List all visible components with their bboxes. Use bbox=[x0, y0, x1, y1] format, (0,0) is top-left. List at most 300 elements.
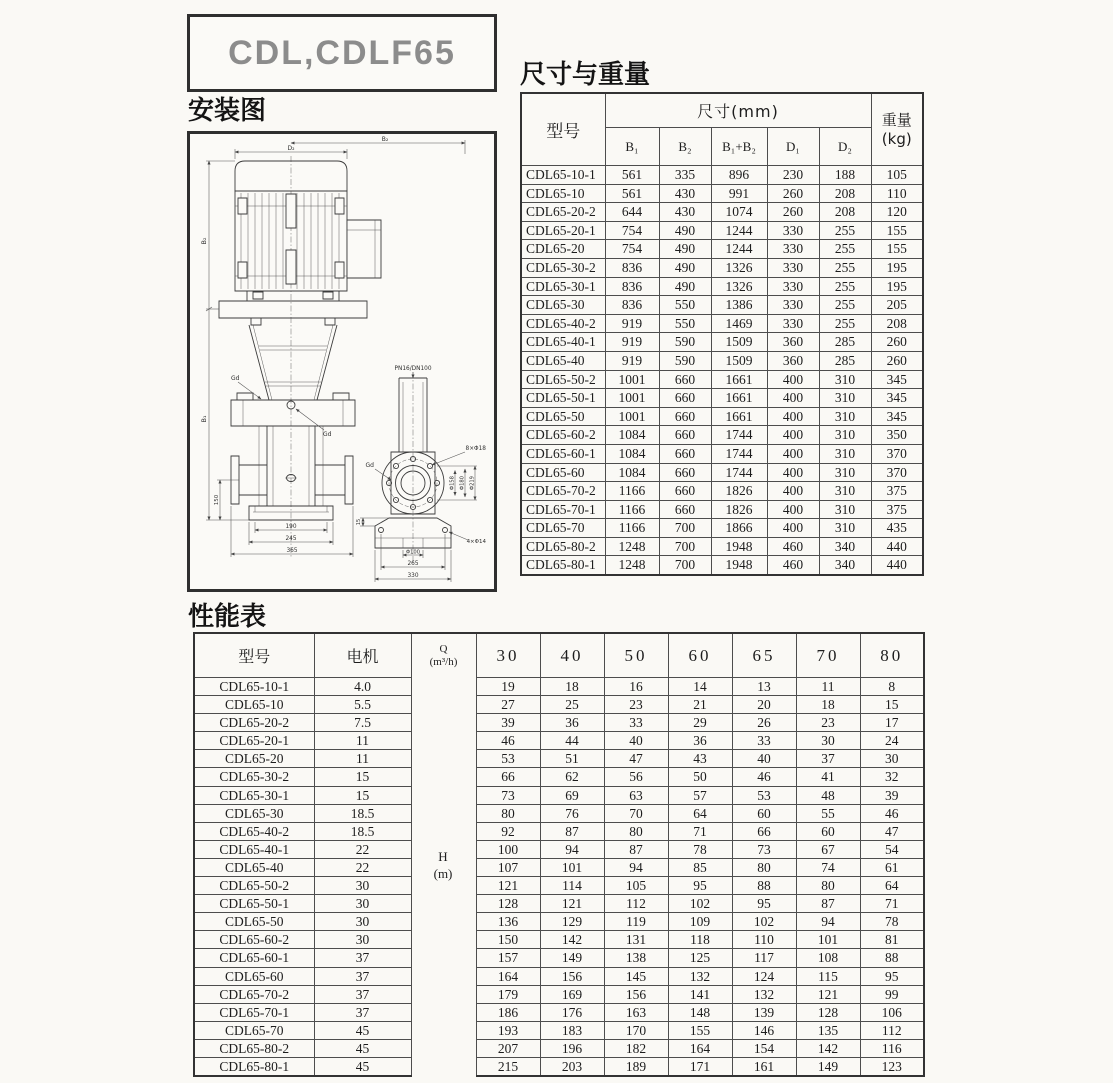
perf-cell-h40: 176 bbox=[540, 1003, 604, 1021]
perf-cell-h65: 139 bbox=[732, 1003, 796, 1021]
perf-cell-h80: 24 bbox=[860, 732, 924, 750]
perf-cell-h65: 124 bbox=[732, 967, 796, 985]
dim-table-row bbox=[521, 203, 923, 222]
dim-cell-d2: 208 bbox=[819, 203, 871, 222]
perf-cell-h70: 87 bbox=[796, 895, 860, 913]
perf-cell-h60: 36 bbox=[668, 732, 732, 750]
dim-cell-d1: 400 bbox=[767, 444, 819, 463]
dim-table-row bbox=[521, 407, 923, 426]
dim-cell-d1: 330 bbox=[767, 258, 819, 277]
perf-cell-h80: 61 bbox=[860, 858, 924, 876]
perf-cell-h60: 85 bbox=[668, 858, 732, 876]
label-flange-spec: PN16/DN100 bbox=[394, 366, 432, 372]
perf-cell-head-column bbox=[411, 967, 476, 985]
dim-cell-d1: 400 bbox=[767, 482, 819, 501]
perf-cell-model: CDL65-10-1 bbox=[194, 678, 314, 696]
dim-cell-weight: 155 bbox=[871, 221, 923, 240]
dim-cell-d1: 460 bbox=[767, 556, 819, 575]
perf-cell-h60: 71 bbox=[668, 822, 732, 840]
perf-cell-head-column bbox=[411, 678, 476, 696]
perf-cell-h40: 121 bbox=[540, 895, 604, 913]
dim-col-d2: D₂ bbox=[819, 128, 871, 166]
dim-cell-d1: 460 bbox=[767, 537, 819, 556]
dim-cell-model: CDL65-10-1 bbox=[521, 166, 605, 185]
perf-cell-h60: 78 bbox=[668, 840, 732, 858]
dim-cell-d1: 260 bbox=[767, 184, 819, 203]
dim-cell-b1: 1166 bbox=[605, 500, 659, 519]
dim-cell-b1b2: 896 bbox=[711, 166, 767, 185]
perf-cell-head-column bbox=[411, 732, 476, 750]
dim-table-row bbox=[521, 370, 923, 389]
dim-cell-b1: 1084 bbox=[605, 426, 659, 445]
dim-table-row bbox=[521, 240, 923, 259]
perf-cell-h70: 74 bbox=[796, 858, 860, 876]
perf-cell-head-column bbox=[411, 985, 476, 1003]
dim-cell-b2: 590 bbox=[659, 351, 711, 370]
dim-col-weight-unit: (kg) bbox=[881, 129, 912, 148]
dim-cell-b1b2: 1826 bbox=[711, 482, 767, 501]
installation-heading: 安装图 bbox=[188, 96, 267, 126]
perf-cell-model: CDL65-50-1 bbox=[194, 895, 314, 913]
pump-installation-drawing bbox=[193, 134, 491, 583]
perf-table-row bbox=[194, 985, 924, 1003]
perf-col-flow bbox=[411, 633, 476, 678]
perf-table-row bbox=[194, 967, 924, 985]
dim-col-b2: B₂ bbox=[659, 128, 711, 166]
perf-cell-h40: 101 bbox=[540, 858, 604, 876]
perf-cell-head-column bbox=[411, 949, 476, 967]
dim-label-base-bolt-span: 265 bbox=[407, 561, 419, 567]
perf-cell-model: CDL65-70-1 bbox=[194, 1003, 314, 1021]
perf-cell-h60: 155 bbox=[668, 1021, 732, 1039]
dim-cell-b1b2: 1826 bbox=[711, 500, 767, 519]
perf-cell-h65: 110 bbox=[732, 931, 796, 949]
perf-cell-motor: 30 bbox=[314, 877, 411, 895]
perf-cell-head-column bbox=[411, 1021, 476, 1039]
perf-cell-model: CDL65-80-1 bbox=[194, 1057, 314, 1076]
dim-cell-b1: 1084 bbox=[605, 444, 659, 463]
dim-cell-b1b2: 1948 bbox=[711, 537, 767, 556]
dim-cell-d1: 330 bbox=[767, 296, 819, 315]
dim-table-row bbox=[521, 500, 923, 519]
dim-cell-b1b2: 1661 bbox=[711, 370, 767, 389]
perf-cell-model: CDL65-60-2 bbox=[194, 931, 314, 949]
dim-table-row bbox=[521, 537, 923, 556]
perf-cell-h30: 186 bbox=[476, 1003, 540, 1021]
dim-cell-d2: 255 bbox=[819, 240, 871, 259]
label-anchor-holes: 4×Φ14 bbox=[466, 539, 486, 545]
dim-cell-d2: 285 bbox=[819, 333, 871, 352]
dim-cell-model: CDL65-70 bbox=[521, 519, 605, 538]
perf-cell-h30: 215 bbox=[476, 1057, 540, 1076]
perf-table-row bbox=[194, 877, 924, 895]
dim-cell-b1: 836 bbox=[605, 296, 659, 315]
perf-cell-motor: 37 bbox=[314, 1003, 411, 1021]
dim-cell-d1: 400 bbox=[767, 407, 819, 426]
dim-cell-d1: 360 bbox=[767, 333, 819, 352]
perf-cell-h60: 57 bbox=[668, 786, 732, 804]
perf-cell-h30: 39 bbox=[476, 714, 540, 732]
dim-cell-model: CDL65-60-1 bbox=[521, 444, 605, 463]
dim-table-row bbox=[521, 166, 923, 185]
dim-cell-weight: 440 bbox=[871, 556, 923, 575]
perf-cell-motor: 37 bbox=[314, 949, 411, 967]
dim-cell-weight: 205 bbox=[871, 296, 923, 315]
perf-cell-motor: 5.5 bbox=[314, 696, 411, 714]
pump-side-view bbox=[375, 372, 451, 564]
dim-cell-b1b2: 1386 bbox=[711, 296, 767, 315]
dim-label-b2-height: B₂ bbox=[200, 237, 208, 245]
dim-cell-d2: 255 bbox=[819, 314, 871, 333]
dim-cell-model: CDL65-30-2 bbox=[521, 258, 605, 277]
dim-cell-b1: 1166 bbox=[605, 482, 659, 501]
head-symbol: H bbox=[438, 849, 448, 864]
perf-cell-head-column bbox=[411, 1039, 476, 1057]
dim-cell-model: CDL65-80-2 bbox=[521, 537, 605, 556]
perf-cell-h80: 15 bbox=[860, 696, 924, 714]
perf-col-flow-unit: (m³/h) bbox=[429, 655, 458, 668]
dim-cell-model: CDL65-70-2 bbox=[521, 482, 605, 501]
installation-drawing-panel bbox=[187, 131, 497, 592]
dim-cell-b2: 700 bbox=[659, 537, 711, 556]
dim-col-d1: D₁ bbox=[767, 128, 819, 166]
dim-cell-d2: 255 bbox=[819, 221, 871, 240]
dim-cell-b2: 430 bbox=[659, 184, 711, 203]
perf-cell-motor: 30 bbox=[314, 931, 411, 949]
head-unit-label bbox=[411, 848, 475, 882]
dim-cell-b1: 1001 bbox=[605, 370, 659, 389]
note-gd-left: Gd bbox=[231, 375, 240, 382]
perf-cell-h30: 19 bbox=[476, 678, 540, 696]
perf-cell-h40: 36 bbox=[540, 714, 604, 732]
perf-cell-motor: 45 bbox=[314, 1021, 411, 1039]
dim-label-base-width: 330 bbox=[407, 573, 419, 579]
perf-cell-head-column bbox=[411, 786, 476, 804]
dim-cell-model: CDL65-50 bbox=[521, 407, 605, 426]
perf-table-row bbox=[194, 1003, 924, 1021]
perf-cell-h30: 73 bbox=[476, 786, 540, 804]
perf-cell-h60: 64 bbox=[668, 804, 732, 822]
perf-cell-h40: 51 bbox=[540, 750, 604, 768]
perf-table-row bbox=[194, 1039, 924, 1057]
dim-table-row bbox=[521, 389, 923, 408]
dim-table-row bbox=[521, 463, 923, 482]
dim-label-motor-width: D₂ bbox=[287, 145, 295, 152]
perf-col-model: 型号 bbox=[194, 633, 314, 678]
perf-cell-model: CDL65-70-2 bbox=[194, 985, 314, 1003]
label-flange-bolts: 8×Φ18 bbox=[465, 446, 486, 452]
dim-cell-d1: 400 bbox=[767, 463, 819, 482]
perf-col-70: 70 bbox=[796, 633, 860, 678]
perf-cell-h50: 170 bbox=[604, 1021, 668, 1039]
perf-table-row bbox=[194, 786, 924, 804]
perf-cell-motor: 22 bbox=[314, 858, 411, 876]
dim-cell-weight: 105 bbox=[871, 166, 923, 185]
perf-cell-h40: 149 bbox=[540, 949, 604, 967]
dim-table-row bbox=[521, 258, 923, 277]
dim-cell-b1: 836 bbox=[605, 258, 659, 277]
perf-cell-h30: 193 bbox=[476, 1021, 540, 1039]
perf-cell-h60: 171 bbox=[668, 1057, 732, 1076]
dim-col-size-group: 尺寸(mm) bbox=[605, 93, 871, 128]
perf-cell-h30: 107 bbox=[476, 858, 540, 876]
dim-table-row bbox=[521, 351, 923, 370]
note-gd-center: Gd bbox=[323, 431, 332, 438]
perf-cell-h40: 169 bbox=[540, 985, 604, 1003]
perf-cell-model: CDL65-60-1 bbox=[194, 949, 314, 967]
perf-cell-h80: 106 bbox=[860, 1003, 924, 1021]
dim-cell-d2: 255 bbox=[819, 258, 871, 277]
dim-table-row bbox=[521, 556, 923, 575]
perf-cell-h60: 14 bbox=[668, 678, 732, 696]
perf-cell-motor: 45 bbox=[314, 1057, 411, 1076]
perf-cell-model: CDL65-50 bbox=[194, 913, 314, 931]
perf-cell-h70: 48 bbox=[796, 786, 860, 804]
dim-table-row bbox=[521, 277, 923, 296]
perf-cell-h60: 141 bbox=[668, 985, 732, 1003]
perf-cell-motor: 37 bbox=[314, 967, 411, 985]
perf-col-motor: 电机 bbox=[314, 633, 411, 678]
dim-table-row bbox=[521, 296, 923, 315]
perf-cell-h80: 71 bbox=[860, 895, 924, 913]
perf-cell-h80: 39 bbox=[860, 786, 924, 804]
performance-heading: 性能表 bbox=[188, 602, 267, 632]
perf-cell-h65: 26 bbox=[732, 714, 796, 732]
dim-cell-b2: 490 bbox=[659, 277, 711, 296]
dim-cell-d1: 400 bbox=[767, 500, 819, 519]
perf-cell-h80: 78 bbox=[860, 913, 924, 931]
dim-table-row bbox=[521, 333, 923, 352]
perf-cell-h50: 112 bbox=[604, 895, 668, 913]
perf-cell-h30: 157 bbox=[476, 949, 540, 967]
perf-cell-h40: 62 bbox=[540, 768, 604, 786]
perf-cell-h70: 41 bbox=[796, 768, 860, 786]
perf-cell-h65: 146 bbox=[732, 1021, 796, 1039]
perf-cell-model: CDL65-40 bbox=[194, 858, 314, 876]
dim-cell-d1: 400 bbox=[767, 370, 819, 389]
perf-cell-model: CDL65-80-2 bbox=[194, 1039, 314, 1057]
dim-cell-d1: 330 bbox=[767, 240, 819, 259]
perf-cell-model: CDL65-40-2 bbox=[194, 822, 314, 840]
dim-cell-b1b2: 1509 bbox=[711, 351, 767, 370]
perf-cell-h65: 95 bbox=[732, 895, 796, 913]
dim-cell-d2: 188 bbox=[819, 166, 871, 185]
perf-cell-h50: 131 bbox=[604, 931, 668, 949]
perf-cell-h65: 88 bbox=[732, 877, 796, 895]
perf-cell-h30: 100 bbox=[476, 840, 540, 858]
perf-table-row bbox=[194, 822, 924, 840]
dim-label-port-height: 150 bbox=[214, 494, 220, 506]
dim-cell-d2: 310 bbox=[819, 389, 871, 408]
perf-cell-h80: 64 bbox=[860, 877, 924, 895]
perf-cell-motor: 22 bbox=[314, 840, 411, 858]
perf-cell-h40: 203 bbox=[540, 1057, 604, 1076]
dim-cell-b1: 919 bbox=[605, 351, 659, 370]
head-unit: (m) bbox=[433, 866, 453, 881]
dim-label-bolt-circle: Φ180 bbox=[459, 476, 466, 490]
dim-cell-b1b2: 991 bbox=[711, 184, 767, 203]
perf-cell-h50: 182 bbox=[604, 1039, 668, 1057]
dim-col-weight-label: 重量 bbox=[881, 110, 912, 129]
perf-table-row bbox=[194, 768, 924, 786]
dim-cell-model: CDL65-20-1 bbox=[521, 221, 605, 240]
perf-cell-h65: 53 bbox=[732, 786, 796, 804]
perf-table-row bbox=[194, 678, 924, 696]
dim-label-base-inner: 190 bbox=[285, 524, 297, 530]
dim-col-weight bbox=[871, 93, 923, 166]
perf-cell-head-column bbox=[411, 931, 476, 949]
perf-cell-model: CDL65-60 bbox=[194, 967, 314, 985]
perf-cell-h65: 13 bbox=[732, 678, 796, 696]
dim-cell-d2: 310 bbox=[819, 463, 871, 482]
dim-cell-b1: 1001 bbox=[605, 389, 659, 408]
performance-table bbox=[193, 632, 925, 1077]
perf-cell-model: CDL65-20-2 bbox=[194, 714, 314, 732]
dim-cell-b2: 660 bbox=[659, 444, 711, 463]
dim-cell-b2: 430 bbox=[659, 203, 711, 222]
perf-cell-motor: 45 bbox=[314, 1039, 411, 1057]
dim-cell-d1: 230 bbox=[767, 166, 819, 185]
dim-label-flange-face: Φ158 bbox=[449, 476, 456, 490]
dim-cell-weight: 345 bbox=[871, 370, 923, 389]
perf-cell-h80: 47 bbox=[860, 822, 924, 840]
dim-cell-d2: 310 bbox=[819, 519, 871, 538]
perf-cell-h80: 30 bbox=[860, 750, 924, 768]
perf-cell-h40: 18 bbox=[540, 678, 604, 696]
dim-cell-b1b2: 1326 bbox=[711, 277, 767, 296]
dim-label-plate-thickness: 15 bbox=[356, 518, 362, 526]
dim-cell-model: CDL65-40 bbox=[521, 351, 605, 370]
perf-cell-h50: 70 bbox=[604, 804, 668, 822]
perf-table-row bbox=[194, 949, 924, 967]
dim-table-row bbox=[521, 519, 923, 538]
dim-cell-b1: 644 bbox=[605, 203, 659, 222]
note-gd-flange: Gd bbox=[365, 462, 374, 469]
perf-cell-h30: 53 bbox=[476, 750, 540, 768]
perf-cell-h70: 128 bbox=[796, 1003, 860, 1021]
dim-cell-weight: 260 bbox=[871, 351, 923, 370]
perf-cell-h65: 80 bbox=[732, 858, 796, 876]
pump-front-view bbox=[219, 156, 381, 558]
dim-cell-d1: 330 bbox=[767, 314, 819, 333]
perf-cell-model: CDL65-20-1 bbox=[194, 732, 314, 750]
dim-cell-model: CDL65-30 bbox=[521, 296, 605, 315]
dim-cell-d2: 310 bbox=[819, 444, 871, 463]
perf-cell-h70: 67 bbox=[796, 840, 860, 858]
dim-cell-model: CDL65-80-1 bbox=[521, 556, 605, 575]
dim-cell-model: CDL65-30-1 bbox=[521, 277, 605, 296]
perf-cell-motor: 15 bbox=[314, 786, 411, 804]
perf-cell-h40: 142 bbox=[540, 931, 604, 949]
perf-cell-motor: 18.5 bbox=[314, 804, 411, 822]
perf-col-flow-symbol: Q bbox=[439, 642, 448, 655]
perf-cell-h30: 128 bbox=[476, 895, 540, 913]
perf-table-row bbox=[194, 714, 924, 732]
perf-cell-h70: 80 bbox=[796, 877, 860, 895]
perf-cell-h60: 148 bbox=[668, 1003, 732, 1021]
perf-cell-h65: 132 bbox=[732, 985, 796, 1003]
dim-cell-b1b2: 1866 bbox=[711, 519, 767, 538]
perf-cell-h60: 43 bbox=[668, 750, 732, 768]
dim-cell-d1: 400 bbox=[767, 519, 819, 538]
perf-cell-h50: 56 bbox=[604, 768, 668, 786]
dim-cell-b2: 660 bbox=[659, 463, 711, 482]
dim-cell-b1b2: 1244 bbox=[711, 221, 767, 240]
dim-label-flange-od: Φ219 bbox=[469, 476, 476, 490]
perf-cell-head-column bbox=[411, 714, 476, 732]
dim-cell-b1: 1084 bbox=[605, 463, 659, 482]
model-title: CDL,CDLF65 bbox=[228, 33, 456, 72]
perf-table-row bbox=[194, 931, 924, 949]
dimensions-weight-table bbox=[520, 92, 924, 576]
dim-cell-b2: 660 bbox=[659, 500, 711, 519]
perf-cell-h80: 81 bbox=[860, 931, 924, 949]
perf-cell-model: CDL65-50-2 bbox=[194, 877, 314, 895]
perf-cell-h60: 95 bbox=[668, 877, 732, 895]
perf-table-row bbox=[194, 1021, 924, 1039]
dim-cell-b2: 660 bbox=[659, 426, 711, 445]
dim-cell-weight: 260 bbox=[871, 333, 923, 352]
perf-cell-h30: 150 bbox=[476, 931, 540, 949]
perf-cell-h50: 119 bbox=[604, 913, 668, 931]
dim-cell-d1: 260 bbox=[767, 203, 819, 222]
dim-cell-b2: 490 bbox=[659, 258, 711, 277]
perf-cell-h80: 88 bbox=[860, 949, 924, 967]
perf-table-row bbox=[194, 858, 924, 876]
perf-cell-h80: 116 bbox=[860, 1039, 924, 1057]
dim-cell-b1b2: 1661 bbox=[711, 389, 767, 408]
dim-cell-b1: 1166 bbox=[605, 519, 659, 538]
perf-cell-h30: 179 bbox=[476, 985, 540, 1003]
perf-cell-h40: 44 bbox=[540, 732, 604, 750]
perf-cell-h40: 76 bbox=[540, 804, 604, 822]
perf-cell-h50: 63 bbox=[604, 786, 668, 804]
dimensions-heading: 尺寸与重量 bbox=[520, 60, 651, 90]
dim-cell-weight: 375 bbox=[871, 482, 923, 501]
model-title-box bbox=[187, 14, 497, 92]
perf-cell-h70: 30 bbox=[796, 732, 860, 750]
dim-cell-b2: 700 bbox=[659, 519, 711, 538]
dim-cell-b2: 335 bbox=[659, 166, 711, 185]
dim-cell-model: CDL65-20-2 bbox=[521, 203, 605, 222]
perf-col-40: 40 bbox=[540, 633, 604, 678]
perf-cell-h80: 17 bbox=[860, 714, 924, 732]
perf-cell-h70: 11 bbox=[796, 678, 860, 696]
dim-cell-b2: 550 bbox=[659, 296, 711, 315]
perf-cell-h50: 138 bbox=[604, 949, 668, 967]
perf-cell-h60: 102 bbox=[668, 895, 732, 913]
dim-cell-b1b2: 1244 bbox=[711, 240, 767, 259]
perf-cell-h30: 80 bbox=[476, 804, 540, 822]
perf-cell-head-column bbox=[411, 913, 476, 931]
dim-cell-model: CDL65-60 bbox=[521, 463, 605, 482]
perf-cell-model: CDL65-70 bbox=[194, 1021, 314, 1039]
perf-cell-head-column bbox=[411, 696, 476, 714]
perf-cell-h50: 23 bbox=[604, 696, 668, 714]
perf-table-row bbox=[194, 804, 924, 822]
perf-cell-motor: 37 bbox=[314, 985, 411, 1003]
dim-cell-b1: 1248 bbox=[605, 537, 659, 556]
dim-label-base-outer: 365 bbox=[286, 548, 298, 554]
dim-cell-d2: 310 bbox=[819, 500, 871, 519]
perf-cell-h70: 142 bbox=[796, 1039, 860, 1057]
dim-cell-b2: 490 bbox=[659, 240, 711, 259]
terminal-box bbox=[347, 220, 381, 278]
perf-cell-h80: 95 bbox=[860, 967, 924, 985]
dim-label-base-mid: 245 bbox=[285, 536, 297, 542]
dim-col-model: 型号 bbox=[521, 93, 605, 166]
perf-cell-h40: 69 bbox=[540, 786, 604, 804]
